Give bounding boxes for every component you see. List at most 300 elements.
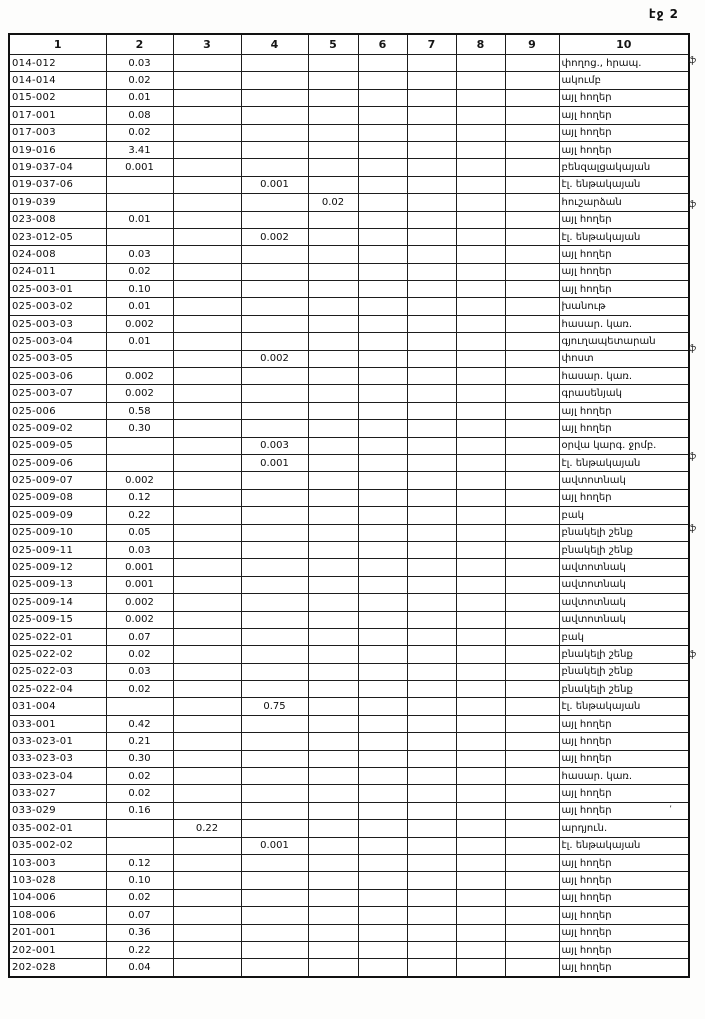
land-use-cell: այլ հողեր [559, 402, 689, 419]
area-value-cell [456, 159, 505, 176]
table-row [9, 124, 689, 141]
area-value-cell [308, 733, 358, 750]
area-value-cell [358, 698, 407, 715]
area-value-cell [241, 594, 308, 611]
area-value-cell [456, 768, 505, 785]
land-use-cell: այլ հողեր [559, 420, 689, 437]
area-value-cell [456, 698, 505, 715]
table-row [9, 437, 689, 454]
area-value-cell [407, 368, 456, 385]
area-value-cell [241, 559, 308, 576]
area-value-cell [407, 281, 456, 298]
table-row [9, 959, 689, 977]
area-value-cell [173, 281, 241, 298]
area-value-cell [308, 246, 358, 263]
area-value-cell [173, 246, 241, 263]
stray-pen-mark: ʼ [669, 805, 672, 816]
area-value-cell: 0.02 [106, 681, 173, 698]
area-value-cell [173, 420, 241, 437]
area-value-cell [505, 141, 559, 158]
area-value-cell [505, 837, 559, 854]
area-value-cell: 0.04 [106, 959, 173, 977]
area-value-cell [241, 368, 308, 385]
area-value-cell [308, 698, 358, 715]
table-row [9, 785, 689, 802]
area-value-cell [308, 315, 358, 332]
area-value-cell: 0.001 [241, 176, 308, 193]
area-value-cell: 0.002 [106, 385, 173, 402]
area-value-cell [358, 837, 407, 854]
column-header: 8 [456, 34, 505, 55]
area-value-cell [308, 507, 358, 524]
area-value-cell: 0.12 [106, 854, 173, 871]
land-use-cell: գրասենյակ [559, 385, 689, 402]
land-use-cell: հասար. կառ. [559, 368, 689, 385]
area-value-cell [358, 385, 407, 402]
area-value-cell [358, 159, 407, 176]
area-value-cell [505, 768, 559, 785]
area-value-cell [505, 402, 559, 419]
parcel-code-cell: 014-014 [9, 72, 106, 89]
table-row [9, 733, 689, 750]
land-use-cell: ավտոտնակ [559, 472, 689, 489]
area-value-cell [407, 472, 456, 489]
handwritten-margin-note: ֆ [688, 55, 697, 67]
area-value-cell [358, 402, 407, 419]
area-value-cell [241, 385, 308, 402]
area-value-cell [456, 854, 505, 871]
area-value-cell [407, 107, 456, 124]
area-value-cell [407, 246, 456, 263]
table-row [9, 472, 689, 489]
land-use-cell: հասար. կառ. [559, 315, 689, 332]
handwritten-margin-note: ֆ [688, 523, 697, 535]
table-row [9, 941, 689, 958]
area-value-cell [308, 124, 358, 141]
parcel-code-cell: 033-029 [9, 802, 106, 819]
area-value-cell [173, 402, 241, 419]
area-value-cell: 0.002 [106, 594, 173, 611]
land-parcels-table [8, 33, 690, 978]
area-value-cell [173, 141, 241, 158]
parcel-code-cell: 202-001 [9, 941, 106, 958]
area-value-cell [308, 872, 358, 889]
table-row [9, 872, 689, 889]
area-value-cell: 3.41 [106, 141, 173, 158]
area-value-cell [308, 524, 358, 541]
area-value-cell [407, 489, 456, 506]
area-value-cell: 0.16 [106, 802, 173, 819]
area-value-cell [505, 941, 559, 958]
land-use-cell: այլ հողեր [559, 124, 689, 141]
parcel-code-cell: 019-037-04 [9, 159, 106, 176]
land-use-cell: էլ. ենթակայան [559, 698, 689, 715]
table-row [9, 315, 689, 332]
area-value-cell: 0.03 [106, 663, 173, 680]
area-value-cell: 0.22 [106, 507, 173, 524]
area-value-cell: 0.22 [106, 941, 173, 958]
land-use-cell: փողոց., հրապ. [559, 55, 689, 72]
area-value-cell [358, 72, 407, 89]
area-value-cell [505, 785, 559, 802]
area-value-cell [308, 72, 358, 89]
area-value-cell [358, 559, 407, 576]
land-use-cell: այլ հողեր [559, 489, 689, 506]
area-value-cell: 0.002 [106, 315, 173, 332]
parcel-code-cell: 024-008 [9, 246, 106, 263]
area-value-cell [407, 733, 456, 750]
area-value-cell: 0.03 [106, 246, 173, 263]
table-row [9, 924, 689, 941]
handwritten-margin-note: ֆ [688, 199, 697, 211]
land-use-cell: բնակելի շենք [559, 646, 689, 663]
column-header: 2 [106, 34, 173, 55]
area-value-cell [241, 872, 308, 889]
area-value-cell [505, 385, 559, 402]
area-value-cell [407, 854, 456, 871]
land-use-cell: էլ. ենթակայան [559, 837, 689, 854]
area-value-cell [505, 889, 559, 906]
area-value-cell [456, 715, 505, 732]
area-value-cell [407, 559, 456, 576]
land-use-cell: այլ հողեր [559, 246, 689, 263]
area-value-cell [358, 733, 407, 750]
area-value-cell [358, 472, 407, 489]
area-value-cell: 0.10 [106, 281, 173, 298]
area-value-cell: 0.002 [106, 368, 173, 385]
area-value-cell [456, 333, 505, 350]
table-row [9, 454, 689, 471]
area-value-cell: 0.42 [106, 715, 173, 732]
parcel-code-cell: 033-023-04 [9, 768, 106, 785]
area-value-cell [505, 489, 559, 506]
column-header: 10 [559, 34, 689, 55]
area-value-cell [241, 333, 308, 350]
land-use-cell: էլ. ենթակայան [559, 454, 689, 471]
parcel-code-cell: 015-002 [9, 89, 106, 106]
area-value-cell: 0.21 [106, 733, 173, 750]
area-value-cell [358, 141, 407, 158]
area-value-cell [456, 420, 505, 437]
area-value-cell [308, 924, 358, 941]
area-value-cell [308, 768, 358, 785]
area-value-cell [358, 768, 407, 785]
parcel-code-cell: 025-003-06 [9, 368, 106, 385]
area-value-cell [407, 541, 456, 558]
area-value-cell [407, 924, 456, 941]
area-value-cell [456, 107, 505, 124]
area-value-cell [505, 315, 559, 332]
parcel-code-cell: 025-009-09 [9, 507, 106, 524]
area-value-cell [173, 524, 241, 541]
area-value-cell [456, 663, 505, 680]
area-value-cell: 0.001 [106, 576, 173, 593]
area-value-cell [358, 785, 407, 802]
area-value-cell [173, 837, 241, 854]
area-value-cell [407, 333, 456, 350]
area-value-cell [456, 350, 505, 367]
land-use-cell: այլ հողեր [559, 924, 689, 941]
area-value-cell [173, 228, 241, 245]
area-value-cell [456, 541, 505, 558]
area-value-cell [407, 576, 456, 593]
area-value-cell [241, 124, 308, 141]
area-value-cell [173, 159, 241, 176]
area-value-cell [106, 350, 173, 367]
land-use-cell: էլ. ենթակայան [559, 176, 689, 193]
area-value-cell [407, 820, 456, 837]
table-row [9, 820, 689, 837]
area-value-cell [106, 176, 173, 193]
table-row [9, 211, 689, 228]
area-value-cell [407, 124, 456, 141]
area-value-cell [308, 646, 358, 663]
area-value-cell [505, 194, 559, 211]
area-value-cell [308, 159, 358, 176]
area-value-cell [407, 785, 456, 802]
parcel-code-cell: 025-009-10 [9, 524, 106, 541]
area-value-cell [173, 368, 241, 385]
area-value-cell: 0.07 [106, 907, 173, 924]
parcel-code-cell: 019-016 [9, 141, 106, 158]
parcel-code-cell: 025-009-11 [9, 541, 106, 558]
land-use-cell: այլ հողեր [559, 959, 689, 977]
area-value-cell [358, 211, 407, 228]
land-use-cell: այլ հողեր [559, 89, 689, 106]
area-value-cell [407, 941, 456, 958]
area-value-cell [308, 263, 358, 280]
area-value-cell [358, 281, 407, 298]
area-value-cell [407, 385, 456, 402]
area-value-cell [407, 524, 456, 541]
area-value-cell [358, 541, 407, 558]
parcel-code-cell: 033-027 [9, 785, 106, 802]
table-row [9, 611, 689, 628]
area-value-cell [456, 646, 505, 663]
parcel-code-cell: 025-003-07 [9, 385, 106, 402]
area-value-cell [505, 524, 559, 541]
area-value-cell [456, 89, 505, 106]
parcel-code-cell: 025-003-05 [9, 350, 106, 367]
area-value-cell [241, 159, 308, 176]
table-row [9, 628, 689, 645]
area-value-cell [173, 263, 241, 280]
parcel-code-cell: 035-002-02 [9, 837, 106, 854]
area-value-cell: 0.02 [106, 768, 173, 785]
land-use-cell: այլ հողեր [559, 907, 689, 924]
area-value-cell [308, 350, 358, 367]
area-value-cell [505, 646, 559, 663]
table-row [9, 715, 689, 732]
parcel-code-cell: 019-039 [9, 194, 106, 211]
area-value-cell [407, 768, 456, 785]
area-value-cell [358, 246, 407, 263]
area-value-cell [358, 576, 407, 593]
area-value-cell [358, 420, 407, 437]
area-value-cell: 0.02 [106, 263, 173, 280]
area-value-cell [173, 55, 241, 72]
table-row [9, 681, 689, 698]
area-value-cell [505, 368, 559, 385]
area-value-cell [456, 507, 505, 524]
area-value-cell: 0.22 [173, 820, 241, 837]
area-value-cell: 0.07 [106, 628, 173, 645]
area-value-cell: 0.02 [308, 194, 358, 211]
table-row [9, 524, 689, 541]
land-use-cell: այլ հողեր [559, 750, 689, 767]
area-value-cell [456, 628, 505, 645]
area-value-cell [106, 698, 173, 715]
table-row [9, 89, 689, 106]
area-value-cell [358, 194, 407, 211]
area-value-cell [308, 715, 358, 732]
area-value-cell [456, 298, 505, 315]
area-value-cell [456, 228, 505, 245]
table-body [9, 55, 689, 977]
table-row [9, 263, 689, 280]
table-row [9, 889, 689, 906]
area-value-cell [241, 611, 308, 628]
header-row [9, 34, 689, 55]
column-header: 7 [407, 34, 456, 55]
area-value-cell [308, 837, 358, 854]
area-value-cell [241, 715, 308, 732]
area-value-cell [241, 820, 308, 837]
area-value-cell [407, 141, 456, 158]
area-value-cell: 0.08 [106, 107, 173, 124]
area-value-cell [308, 437, 358, 454]
area-value-cell: 0.001 [106, 159, 173, 176]
land-use-cell: էլ. ենթակայան [559, 228, 689, 245]
area-value-cell [241, 263, 308, 280]
land-use-cell: խանութ [559, 298, 689, 315]
area-value-cell [173, 872, 241, 889]
area-value-cell [173, 72, 241, 89]
area-value-cell [308, 959, 358, 977]
area-value-cell [308, 333, 358, 350]
area-value-cell [456, 750, 505, 767]
area-value-cell [505, 281, 559, 298]
land-use-cell: այլ հողեր [559, 872, 689, 889]
area-value-cell [505, 576, 559, 593]
area-value-cell [456, 281, 505, 298]
land-use-cell: այլ հողեր ʼ [559, 802, 689, 819]
parcel-code-cell: 025-022-02 [9, 646, 106, 663]
area-value-cell [505, 89, 559, 106]
area-value-cell [308, 820, 358, 837]
area-value-cell [456, 194, 505, 211]
area-value-cell [358, 646, 407, 663]
area-value-cell [308, 907, 358, 924]
area-value-cell [241, 941, 308, 958]
area-value-cell [241, 315, 308, 332]
table-row [9, 141, 689, 158]
land-use-cell: արդյուն. [559, 820, 689, 837]
land-use-cell: բակ [559, 507, 689, 524]
area-value-cell [407, 507, 456, 524]
table-row [9, 281, 689, 298]
area-value-cell: 0.02 [106, 646, 173, 663]
area-value-cell [407, 315, 456, 332]
area-value-cell [505, 437, 559, 454]
area-value-cell [407, 715, 456, 732]
area-value-cell [173, 176, 241, 193]
area-value-cell [505, 263, 559, 280]
area-value-cell [505, 124, 559, 141]
area-value-cell [407, 454, 456, 471]
area-value-cell: 0.001 [241, 837, 308, 854]
area-value-cell [407, 750, 456, 767]
parcel-code-cell: 035-002-01 [9, 820, 106, 837]
area-value-cell [241, 681, 308, 698]
column-header: 6 [358, 34, 407, 55]
area-value-cell [505, 681, 559, 698]
area-value-cell [173, 489, 241, 506]
area-value-cell [241, 524, 308, 541]
area-value-cell [308, 854, 358, 871]
area-value-cell [358, 941, 407, 958]
area-value-cell [173, 576, 241, 593]
area-value-cell [505, 107, 559, 124]
parcel-code-cell: 033-023-01 [9, 733, 106, 750]
area-value-cell [241, 489, 308, 506]
area-value-cell [308, 454, 358, 471]
area-value-cell [173, 454, 241, 471]
area-value-cell [407, 646, 456, 663]
parcel-code-cell: 025-009-12 [9, 559, 106, 576]
area-value-cell [173, 194, 241, 211]
area-value-cell [173, 507, 241, 524]
area-value-cell [505, 55, 559, 72]
page-number-label: էջ 2 [648, 7, 679, 21]
area-value-cell [456, 733, 505, 750]
area-value-cell [173, 924, 241, 941]
area-value-cell [308, 541, 358, 558]
column-header: 1 [9, 34, 106, 55]
area-value-cell [456, 402, 505, 419]
area-value-cell [241, 541, 308, 558]
area-value-cell [241, 576, 308, 593]
area-value-cell [241, 854, 308, 871]
area-value-cell [407, 802, 456, 819]
area-value-cell [407, 72, 456, 89]
area-value-cell [407, 159, 456, 176]
area-value-cell: 0.02 [106, 785, 173, 802]
area-value-cell: 0.002 [106, 472, 173, 489]
area-value-cell [358, 854, 407, 871]
parcel-code-cell: 202-028 [9, 959, 106, 977]
area-value-cell [505, 176, 559, 193]
area-value-cell [241, 507, 308, 524]
area-value-cell [358, 298, 407, 315]
area-value-cell [173, 733, 241, 750]
table-row [9, 176, 689, 193]
area-value-cell [308, 281, 358, 298]
table-row [9, 541, 689, 558]
area-value-cell [308, 941, 358, 958]
land-use-cell: այլ հողեր [559, 141, 689, 158]
area-value-cell [456, 837, 505, 854]
table-row [9, 489, 689, 506]
area-value-cell [407, 959, 456, 977]
area-value-cell: 0.003 [241, 437, 308, 454]
area-value-cell [358, 663, 407, 680]
table-row [9, 385, 689, 402]
land-use-cell: այլ հողեր [559, 941, 689, 958]
parcel-code-cell: 201-001 [9, 924, 106, 941]
area-value-cell [241, 298, 308, 315]
table-row [9, 420, 689, 437]
